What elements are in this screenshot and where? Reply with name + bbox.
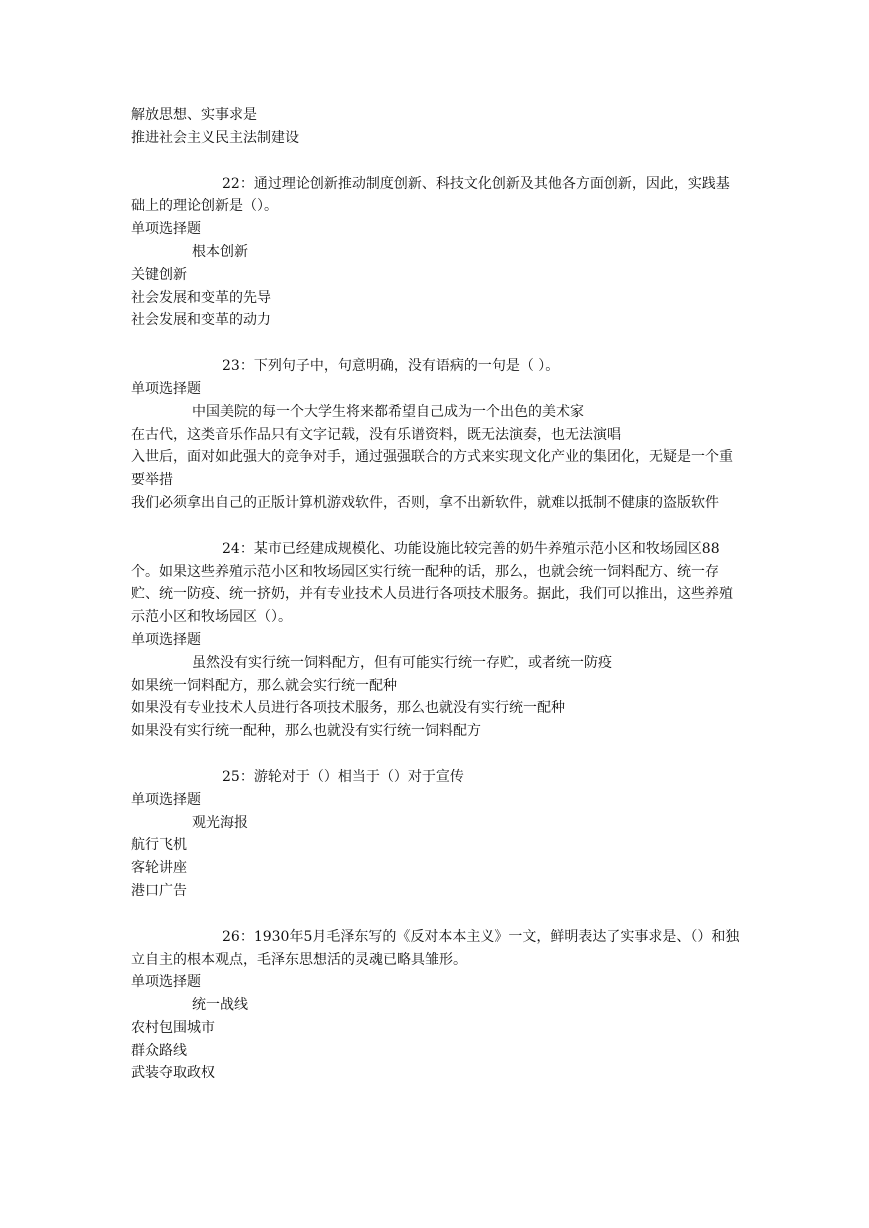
option-c: 社会发展和变革的先导 — [131, 289, 271, 306]
option-d: 武装夺取政权 — [131, 1065, 215, 1082]
question-text: 24：某市已经建成规模化、功能设施比较完善的奶牛养殖示范小区和牧场园区88个。如果这些养殖示范小区和牧场园区实行统一配种的话，那么，也就会统一饲料配方、统一存贮、统一防疫、统一挤奶，并有专业技术人员进行各项技术服务。据此，我们可以推出，这些养殖示范小区和牧场园区（）。 — [131, 540, 733, 626]
option-d: 港口广告 — [131, 882, 187, 899]
option-a: 根本创新 — [192, 243, 248, 260]
option-a: 中国美院的每一个大学生将来都希望自己成为一个出色的美术家 — [192, 403, 584, 420]
question-type: 单项选择题 — [131, 380, 201, 397]
option-b: 航行飞机 — [131, 837, 187, 854]
option-b: 关键创新 — [131, 266, 187, 283]
option-b: 农村包围城市 — [131, 1019, 215, 1036]
question-26 — [131, 926, 741, 1086]
option-prev-4: 推进社会主义民主法制建设 — [131, 129, 299, 146]
question-text: 23：下列句子中，句意明确，没有语病的一句是（ ）。 — [222, 358, 560, 375]
question-22 — [131, 173, 741, 333]
option-d: 我们必须拿出自己的正版计算机游戏软件，否则，拿不出新软件，就难以抵制不健康的盗版软件 — [131, 494, 719, 511]
option-c: 群众路线 — [131, 1042, 187, 1059]
option-d: 社会发展和变革的动力 — [131, 312, 271, 329]
question-text: 26：1930年5月毛泽东写的《反对本本主义》一文，鲜明表达了实事求是、（）和独立自主的根本观点，毛泽东思想活的灵魂已略具雏形。 — [131, 928, 740, 968]
question-text: 25：游轮对于（）相当于（）对于宣传 — [222, 768, 464, 785]
option-prev-3: 解放思想、实事求是 — [131, 107, 257, 123]
option-a: 统一战线 — [192, 997, 248, 1014]
question-text: 22：通过理论创新推动制度创新、科技文化创新及其他各方面创新，因此，实践基础上的理论创新是（）。 — [131, 175, 730, 215]
option-c: 如果没有专业技术人员进行各项技术服务，那么也就没有实行统一配种 — [131, 700, 565, 717]
option-a: 观光海报 — [192, 814, 248, 831]
question-type: 单项选择题 — [131, 974, 201, 991]
option-c: 客轮讲座 — [131, 860, 187, 877]
question-type: 单项选择题 — [131, 631, 201, 648]
question-24 — [131, 538, 741, 743]
document-body — [131, 104, 741, 1085]
option-c: 入世后，面对如此强大的竞争对手，通过强强联合的方式来实现文化产业的集团化，无疑是一个重要举措 — [131, 449, 733, 489]
option-b: 在古代，这类音乐作品只有文字记载，没有乐谱资料，既无法演奏，也无法演唱 — [131, 426, 621, 443]
option-a: 虽然没有实行统一饲料配方，但有可能实行统一存贮，或者统一防疫 — [192, 654, 612, 671]
question-25 — [131, 766, 741, 903]
option-d: 如果没有实行统一配种，那么也就没有实行统一饲料配方 — [131, 723, 481, 740]
question-type: 单项选择题 — [131, 791, 201, 808]
option-b: 如果统一饲料配方，那么就会实行统一配种 — [131, 677, 397, 694]
question-23 — [131, 355, 741, 515]
question-type: 单项选择题 — [131, 221, 201, 238]
